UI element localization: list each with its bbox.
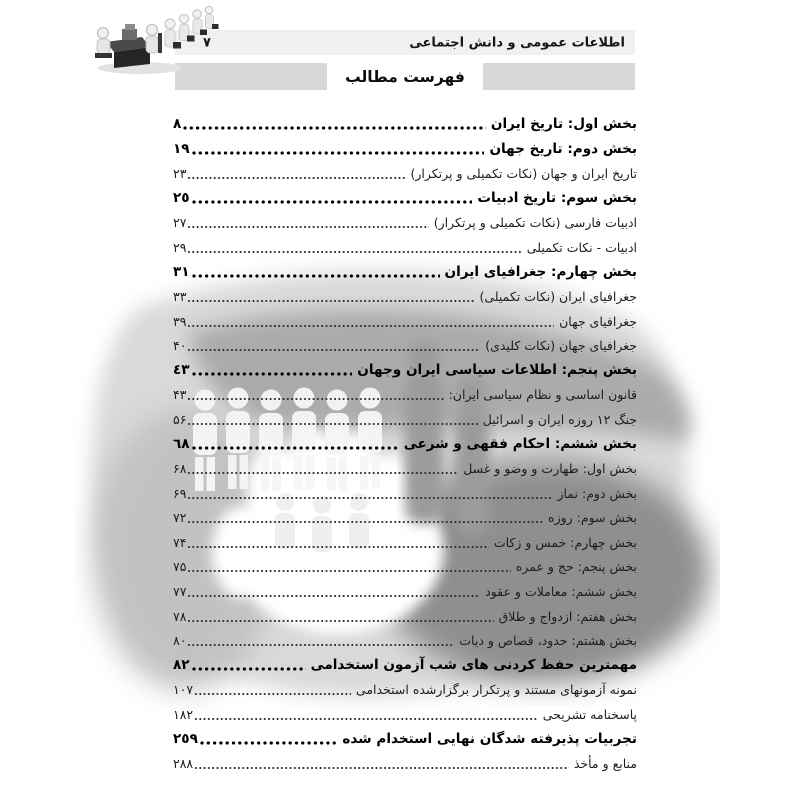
toc-entry-page: ۷۵ [173,559,187,575]
toc-row [173,653,637,678]
toc-entry-page: ٨ [173,116,182,133]
dot-leader [191,666,306,672]
dot-leader [187,397,443,401]
dot-leader [187,250,521,254]
seated-figure [95,28,112,59]
toc-entry-page: ۲۹ [173,239,187,255]
toc-entry-label: بخش پنجم: حج و عمره [515,559,637,575]
toc-entry-label: جغرافیای جهان [559,313,637,329]
toc-entry-page: ۶۹ [173,485,187,501]
book-title: اطلاعات عمومی و دانش اجتماعی [409,35,625,50]
dot-leader [187,176,405,180]
toc-row [173,555,637,580]
toc-entry-label: جغرافیای ایران (نکات تکمیلی) [479,288,637,304]
toc-entry-page: ۵۶ [173,411,187,427]
toc-row [173,579,637,604]
toc-entry-label: جغرافیای جهان (نکات کلیدی) [485,338,637,354]
toc-entry-label: بخش دوم: تاریخ جهان [489,140,637,157]
toc-entry-label: ادبیات - نکات تکمیلی [526,239,637,255]
dot-leader [187,496,552,500]
dot-leader [187,324,554,328]
dot-leader [191,150,485,156]
dot-leader [187,348,480,352]
dot-leader [187,471,458,475]
toc-row [173,260,637,285]
dot-leader [191,199,473,205]
toc-row [173,604,637,629]
dot-leader [187,225,428,229]
toc-entry-label: قانون اساسی و نظام سیاسی ایران: [448,387,637,403]
dot-leader [187,299,474,303]
toc-entry-page: ٤٣ [173,362,190,379]
toc-entry-label: نمونه آزمونهای مستند و پرتکرار برگزارشده استخدامی [355,682,637,698]
toc-row [173,333,637,358]
toc-entry-label: بخش سوم: تاریخ ادبیات [477,190,637,207]
toc-entry-page: ۲۸۸ [173,756,194,772]
toc-title: فهرست مطالب [345,67,465,86]
toc-entry-label: بخش ششم: معاملات و عقود [485,584,637,600]
toc-entry-label: تجربیات پذیرفته شدگان نهایی استخدام شده [342,731,637,748]
toc-title-ribbon [175,63,635,90]
toc-row [173,702,637,727]
toc-entry-page: ۱۸۲ [173,707,194,723]
toc-entry-label: بخش اول: تاریخ ایران [490,116,637,133]
toc-entry-label: مهمترین حفظ کردنی های شب آزمون استخدامی [310,657,637,674]
dot-leader [187,545,488,549]
toc-row [173,112,637,137]
dot-leader [187,594,480,598]
toc-entry-page: ۷۴ [173,534,187,550]
toc-entry-page: ٢٥٩ [173,731,198,748]
dot-leader [187,569,510,573]
toc-row [173,530,637,555]
toc-row [173,284,637,309]
toc-row [173,432,637,457]
toc-entry-page: ٣١ [173,263,190,280]
toc-row [173,235,637,260]
toc-entry-page: ۳۹ [173,313,187,329]
dot-leader [194,766,569,770]
toc-entry-page: ۴۰ [173,338,187,354]
dot-leader [187,520,543,524]
toc-entry-page: ۴۳ [173,387,187,403]
toc-row [173,383,637,408]
dot-leader [191,273,440,279]
toc-entry-page: ۷۷ [173,584,187,600]
toc-entry-label: بخش هفتم: ازدواج و طلاق [498,608,637,624]
toc-entry-label: بخش هشتم: حدود، قصاص و دیات [459,633,637,649]
toc-entry-label: بخش ششم: احکام فقهی و شرعی [403,436,637,453]
toc-row [173,506,637,531]
toc-entry-page: ۸۰ [173,633,187,649]
toc-entry-label: بخش چهارم: جغرافیای ایران [444,263,637,280]
dot-leader [187,643,454,647]
applicants-queue-illustration [88,2,220,80]
toc-row [173,481,637,506]
toc-entry-page: ۱۰۷ [173,682,194,698]
interviewer-figure [146,25,162,54]
toc-entry-label: بخش پنجم: اطلاعات سیاسی ایران وجهان [357,362,637,379]
dot-leader [191,371,353,377]
toc-title-panel [327,63,483,90]
toc-entry-label: پاسخنامه تشریحی [542,707,637,723]
toc-list [173,112,637,776]
toc-entry-label: تاریخ ایران و جهان (نکات تکمیلی و پرتکرار) [410,165,637,181]
toc-entry-label: ادبیات فارسی (نکات تکمیلی و پرتکرار) [433,215,637,231]
toc-row [173,309,637,334]
toc-entry-page: ۲۳ [173,165,187,181]
page-number: ٧ [203,35,211,50]
toc-entry-page: ٨٢ [173,657,190,674]
desk-shape [106,24,150,68]
dot-leader [194,717,538,721]
toc-entry-page: ٦٨ [173,436,190,453]
toc-row [173,678,637,703]
toc-row [173,456,637,481]
toc-entry-label: بخش دوم: نماز [557,485,637,501]
toc-entry-page: ١٩ [173,140,190,157]
toc-entry-page: ٢٥ [173,190,190,207]
toc-entry-label: بخش چهارم: خمس و زکات [493,534,637,550]
toc-entry-label: بخش سوم: روزه [548,510,637,526]
toc-entry-page: ۶۸ [173,461,187,477]
toc-row [173,751,637,776]
toc-entry-label: منابع و مأخذ [573,756,637,772]
toc-entry-page: ۷۸ [173,608,187,624]
dot-leader [187,422,477,426]
toc-entry-page: ۳۳ [173,288,187,304]
dot-leader [182,125,486,131]
toc-row [173,358,637,383]
toc-row [173,210,637,235]
toc-row [173,727,637,752]
dot-leader [191,445,399,451]
toc-row [173,628,637,653]
toc-row [173,407,637,432]
toc-row [173,137,637,162]
toc-row [173,186,637,211]
toc-entry-page: ۷۲ [173,510,187,526]
dot-leader [199,740,337,746]
dot-leader [187,619,493,623]
dot-leader [194,692,351,696]
toc-entry-label: جنگ ۱۲ روزه ایران و اسرائیل [482,411,637,427]
queue-figures [165,6,219,48]
page-header-bar [175,30,635,55]
toc-entry-page: ۲۷ [173,215,187,231]
toc-row [173,161,637,186]
toc-entry-label: بخش اول: طهارت و وضو و غسل [463,461,637,477]
